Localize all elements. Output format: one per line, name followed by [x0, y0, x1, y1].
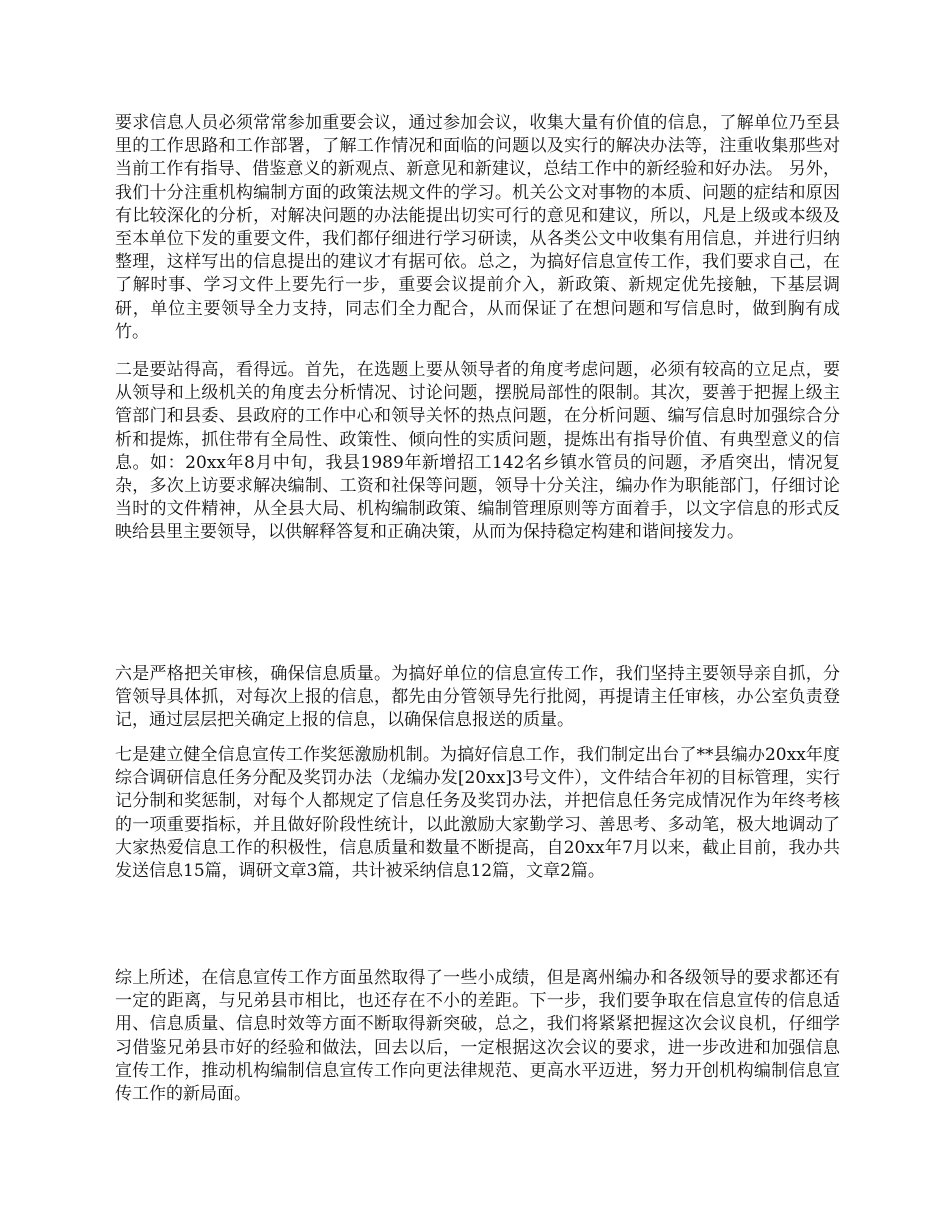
- paragraph-quality-review: 六是严格把关审核，确保信息质量。为搞好单位的信息宣传工作，我们坚持主要领导亲自抓，分管领导具体抓，对每次上报的信息，都先由分管领导先行批阅，再提请主任审核，办公室负责登记，通过层层把关确定上报的信息，以确保信息报送的质量。: [115, 664, 840, 731]
- paragraph-stand-high-see-far: 二是要站得高，看得远。首先，在选题上要从领导者的角度考虑问题，必须有较高的立足点，要从领导和上级机关的角度去分析情况、讨论问题，摆脱局部性的限制。其次，要善于把握上级主管部门和县委、县政府的工作中心和领导关怀的热点问题，在分析问题、编写信息时加强综合分析和提炼，抓住带有全局性、政策性、倾向性的实质问题，提炼出有指导价值、有典型意义的信息。如：20xx年8月中旬，我县1989年新增招工142名乡镇水管员的问题，矛盾突出，情况复杂，多次上访要求解决编制、工资和社保等问题，领导十分关注，编办作为职能部门，仔细讨论当时的文件精神，从全县大局、机构编制政策、编制管理原则等方面着手，以文字信息的形式反映给县里主要领导，以供解释答复和正确决策，从而为保持稳定构建和谐间接发力。: [115, 360, 840, 543]
- paragraph-meeting-information: 要求信息人员必须常常参加重要会议，通过参加会议，收集大量有价值的信息，了解单位乃至县里的工作思路和工作部署，了解工作情况和面临的问题以及实行的解决办法等，注重收集那些对当前工作有指导、借鉴意义的新观点、新意见和新建议，总结工作中的新经验和好办法。 另外，我们十分注重机构编制方面的政策法规文件的学习。机关公文对事物的本质、问题的症结和原因有比较深化的分析，对解决问题的办法能提出切实可行的意见和建议，所以，凡是上级或本级及至本单位下发的重要文件，我们都仔细进行学习研读，从各类公文中收集有用信息，并进行归纳整理，这样写出的信息提出的建议才有据可依。总之，为搞好信息宣传工作，我们要求自己，在了解时事、学习文件上要先行一步，重要会议提前介入，新政策、新规定优先接触，下基层调研，单位主要领导全力支持，同志们全力配合，从而保证了在想问题和写信息时，做到胸有成竹。: [115, 113, 840, 342]
- paragraph-summary: 综上所述，在信息宣传工作方面虽然取得了一些小成绩，但是离州编办和各级领导的要求都还有一定的距离，与兄弟县市相比，也还存在不小的差距。下一步，我们要争取在信息宣传的信息适用、信息质量、信息时效等方面不断取得新突破，总之，我们将紧紧把握这次会议良机，仔细学习借鉴兄弟县市好的经验和做法，回去以后，一定根据这次会议的要求，进一步改进和加强信息宣传工作，推动机构编制信息宣传工作向更法律规范、更高水平迈进，努力开创机构编制信息宣传工作的新局面。: [115, 968, 840, 1105]
- paragraph-incentive-mechanism: 七是建立健全信息宣传工作奖惩激励机制。为搞好信息工作，我们制定出台了**县编办20xx年度综合调研信息任务分配及奖罚办法（龙编办发[20xx]3号文件），文件结合年初的目标管理，实行记分制和奖惩制，对每个人都规定了信息任务及奖罚办法，并把信息任务完成情况作为年终考核的一项重要指标，并且做好阶段性统计，以此激励大家勤学习、善思考、多动笔，极大地调动了大家热爱信息工作的积极性，信息质量和数量不断提高，自20xx年7月以来，截止目前，我办共发送信息15篇，调研文章3篇，共计被采纳信息12篇，文章2篇。: [115, 745, 840, 882]
